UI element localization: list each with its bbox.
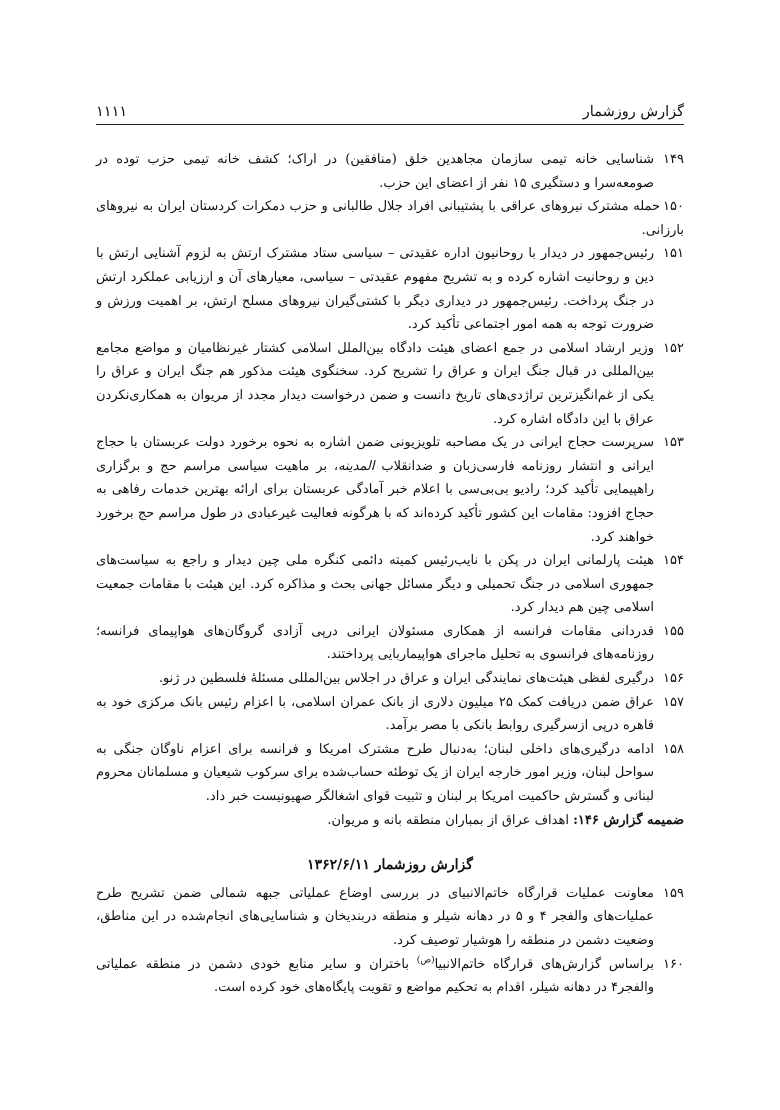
newspaper-name: المدینه [338,458,375,474]
entry-text: درگیری لفظی هیئت‌های نمایندگی ایران و عراق در اجلاس بین‌المللی مسئلهٔ فلسطین در ژنو. [158,671,654,687]
entry-number: ۱۵۱ [663,246,684,262]
entry-160 [96,953,684,1000]
entry-text: شناسایی خانه تیمی سازمان مجاهدین خلق (منافقین) در اراک؛ کشف خانه تیمی حزب توده در صومعه‌سرا و دستگیری ۱۵ نفر از اعضای این حزب. [96,152,654,191]
entry-number: ۱۵۷ [663,694,684,710]
entry-number: ۱۶۰ [663,956,684,972]
entry-number: ۱۵۰ [663,199,684,215]
entry-text-part: براساس گزارش‌های قرارگاه خاتم‌الانبیا [434,956,654,972]
entry-157 [96,691,684,738]
entry-number: ۱۵۴ [663,553,684,569]
entry-number: ۱۴۹ [663,152,684,167]
entry-text: قدردانی مقامات فرانسه از همکاری مسئولان ایرانی درپی آزادی گروگان‌های هواپیمای فرانسه؛ روزنامه‌های فرانسوی به تحلیل ماجرای هواپیماربایی پرداختند. [96,623,654,663]
entry-150 [96,195,684,242]
entry-text [96,431,684,549]
entry-152 [96,337,684,431]
entry-number: ۱۵۶ [663,671,684,687]
running-title: گزارش روزشمار [582,104,684,120]
appendix-label: ضمیمه گزارش ۱۴۶: [573,812,684,828]
entry-156 [96,667,684,691]
entry-text-part: سرپرست حجاج ایرانی در یک مصاحبه تلویزیونی ضمن اشاره به نحوه برخورد دولت عربستان با حجاج ایرانی و انتشار روزنامه فارسی‌زبان و ضدانقلاب [96,435,654,474]
entry-text [96,953,684,1000]
entry-number: ۱۵۹ [663,885,684,901]
entry-149 [96,148,684,195]
header-rule [96,124,684,125]
entry-151 [96,242,684,336]
entry-159 [96,882,684,953]
entry-text: ادامه درگیری‌های داخلی لبنان؛ به‌دنبال طرح مشترک امریکا و فرانسه برای اعزام ناوگان جنگی به سواحل لبنان، وزیر امور خارجه ایران از یک توطئه حساب‌شده برای سرکوب شیعیان و مسلمانان محروم لبنانی و گسترش حاکمیت امریکا بر لبنان و تثبیت قوای اشغالگر صهیونیست خبر داد. [96,741,654,805]
entry-text: معاونت عملیات قرارگاه خاتم‌الانبیای در بررسی اوضاع عملیاتی جبهه شمالی ضمن تشریح طرح عملیات‌های والفجر ۴ و ۵ در دهانه شیلر و منطقه دربندیخان و شناسایی‌های انجام‌شده در این مناطق، وضعیت دشمن در منطقه را هوشیار توصیف کرد. [96,885,654,948]
page-header [96,92,684,120]
section-title: گزارش روزشمار ۱۳۶۲/۶/۱۱ [307,857,473,874]
honorific-superscript: (ص) [416,955,435,966]
appendix-note [96,809,684,833]
entry-text-part: ، بر ماهیت سیاسی مراسم حج و برگزاری راهپیمایی تأکید کرد؛ رادیو بی‌بی‌سی با اعلام خبر آمادگی عربستان برای ارائه بهترین خدمات رفاهی به حجاج افزود: مقامات این کشور تأکید کرده‌اند که با هرگونه فعالیت غیرعبادی در طول مراسم حج برخورد خواهند کرد. [96,458,654,545]
entry-154 [96,549,684,620]
entry-text: حمله مشترک نیروهای عراقی با پشتیبانی افراد جلال طالبانی و حزب دمکرات کردستان ایران به نیروهای بارزانی. [96,199,684,238]
entry-text: هیئت پارلمانی ایران در پکن با نایب‌رئیس کمیته دائمی کنگره ملی چین دیدار و راجع به سیاست‌های جمهوری اسلامی در جنگ تحمیلی و دیگر مسائل جهانی بحث و مذاکره کرد. این هیئت با مقامات جمعیت اسلامی چین هم دیدار کرد. [96,553,654,616]
entry-text: عراق ضمن دریافت کمک ۲۵ میلیون دلاری از بانک عمران اسلامی، با اعزام رئیس بانک مرکزی خود به قاهره درپی ازسرگیری روابط بانکی با مصر برآمد. [96,694,654,734]
entry-text-part: باختران و سایر منابع خودی دشمن در منطقه عملیاتی والفجر۴ در دهانه شیلر، اقدام به تحکیم مواضع و تقویت پایگاه‌های خود کرده است. [96,956,654,996]
entry-155 [96,620,684,667]
page-body [96,148,684,1000]
appendix-text: اهداف عراق از بمباران منطقه بانه و مریوان. [327,812,574,828]
entry-153 [96,431,684,549]
entry-text: وزیر ارشاد اسلامی در جمع اعضای هیئت دادگاه بین‌الملل اسلامی کشتار غیرنظامیان و مواضع مجامع بین‌المللی در قبال جنگ ایران و عراق را تشریح کرد. سخنگوی هیئت مذکور هم جنگ ایران و عراق را یکی از غم‌انگیزترین تراژدی‌های تاریخ دانست و ضمن درخواست دیدار مجدد از مریوان به همکاری‌نکردن عراق با این دادگاه اشاره کرد. [96,340,654,427]
entry-number: ۱۵۲ [663,340,684,356]
entry-number: ۱۵۸ [663,741,684,757]
entry-number: ۱۵۵ [663,623,684,639]
entry-158 [96,738,684,809]
entry-number: ۱۵۳ [663,435,684,451]
entry-text: رئیس‌جمهور در دیدار با روحانیون اداره عقیدتی – سیاسی ستاد مشترک ارتش به لزوم آشنایی ارتش با دین و روحانیت اشاره کرده و به تشریح مفهوم عقیدتی – سیاسی، معیارهای آن و ارزیابی عملکرد ارتش در جنگ پرداخت. رئیس‌جمهور در دیداری دیگر با کشتی‌گیران نیروهای مسلح ارتش، بر اهمیت ورزش و ضرورت توجه به همه امور اجتماعی تأکید کرد. [96,246,654,333]
page-number: ۱۱۱۱ [96,104,128,120]
